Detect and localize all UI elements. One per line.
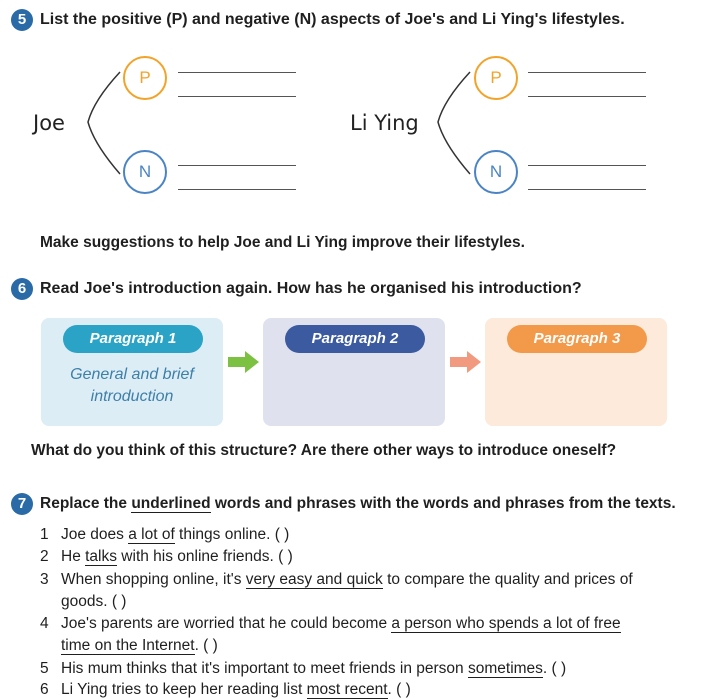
list-item: Li Ying tries to keep her reading list most recent. ( )	[61, 681, 411, 698]
item-number: 4	[40, 615, 49, 632]
underlined-phrase: most recent	[306, 681, 388, 698]
question-5-title: List the positive (P) and negative (N) aspects of Joe's and Li Ying's lifestyles.	[40, 11, 625, 28]
paragraph-1-pill: Paragraph 1	[63, 325, 203, 353]
paragraph-1-text-line-2: introduction	[90, 388, 174, 405]
list-item: His mum thinks that it's important to meet friends in person sometimes. ( )	[61, 660, 567, 677]
title-text: words and phrases with the words and phrases from the texts.	[210, 495, 676, 512]
item-number: 5	[40, 660, 49, 677]
joe-positive-line-1[interactable]	[178, 72, 296, 73]
question-6-title: Read Joe's introduction again. How has he organised his introduction?	[40, 280, 582, 297]
underlined-phrase: a lot of	[128, 526, 175, 543]
item-number: 1	[40, 526, 49, 543]
item-number: 3	[40, 571, 49, 588]
underlined-phrase: time on the Internet	[61, 637, 195, 654]
question-6-badge: 6	[11, 278, 33, 300]
li-ying-negative-line-1[interactable]	[528, 165, 646, 166]
question-7-title	[40, 495, 676, 513]
question-7-badge: 7	[11, 493, 33, 515]
item-number: 2	[40, 548, 49, 565]
joe-positive-circle: P	[123, 56, 167, 100]
paragraph-2-pill: Paragraph 2	[285, 325, 425, 353]
li-ying-positive-line-1[interactable]	[528, 72, 646, 73]
title-text: Replace the	[40, 495, 132, 512]
structure-question: What do you think of this structure? Are there other ways to introduce oneself?	[31, 442, 617, 459]
title-underlined-word: underlined	[131, 495, 211, 512]
answer-blank[interactable]: . ( )	[387, 681, 411, 698]
underlined-phrase: very easy and quick	[245, 571, 383, 588]
list-item-continuation[interactable]: goods. ( )	[61, 593, 127, 610]
underlined-phrase: sometimes	[467, 660, 543, 677]
li-ying-bracket	[434, 70, 474, 180]
joe-negative-line-1[interactable]	[178, 165, 296, 166]
suggestion-prompt: Make suggestions to help Joe and Li Ying improve their lifestyles.	[40, 234, 525, 251]
arrow-right-icon	[450, 350, 482, 374]
joe-positive-line-2[interactable]	[178, 96, 296, 97]
li-ying-positive-line-2[interactable]	[528, 96, 646, 97]
joe-label: Joe	[33, 111, 65, 135]
joe-negative-line-2[interactable]	[178, 189, 296, 190]
list-item: Joe's parents are worried that he could become a person who spends a lot of free	[61, 615, 621, 632]
item-number: 6	[40, 681, 49, 698]
joe-bracket	[84, 70, 124, 180]
arrow-right-icon	[228, 350, 260, 374]
list-item: When shopping online, it's very easy and quick to compare the quality and prices of	[61, 571, 633, 588]
paragraph-1-text-line-1: General and brief	[70, 366, 194, 383]
li-ying-negative-line-2[interactable]	[528, 189, 646, 190]
list-item: He talks with his online friends. ( )	[61, 548, 293, 565]
answer-blank[interactable]: things online. ( )	[174, 526, 290, 543]
li-ying-positive-circle: P	[474, 56, 518, 100]
question-5-badge: 5	[11, 9, 33, 31]
list-item-continuation	[61, 637, 218, 655]
li-ying-label: Li Ying	[350, 111, 419, 135]
answer-blank[interactable]: with his online friends. ( )	[117, 548, 293, 565]
li-ying-negative-circle: N	[474, 150, 518, 194]
answer-blank[interactable]: . ( )	[194, 637, 218, 654]
joe-negative-circle: N	[123, 150, 167, 194]
underlined-phrase: talks	[85, 548, 117, 565]
answer-blank[interactable]: . ( )	[542, 660, 567, 677]
list-item: Joe does a lot of things online. ( )	[61, 526, 290, 543]
paragraph-3-pill: Paragraph 3	[507, 325, 647, 353]
underlined-phrase: a person who spends a lot of free	[391, 615, 621, 632]
